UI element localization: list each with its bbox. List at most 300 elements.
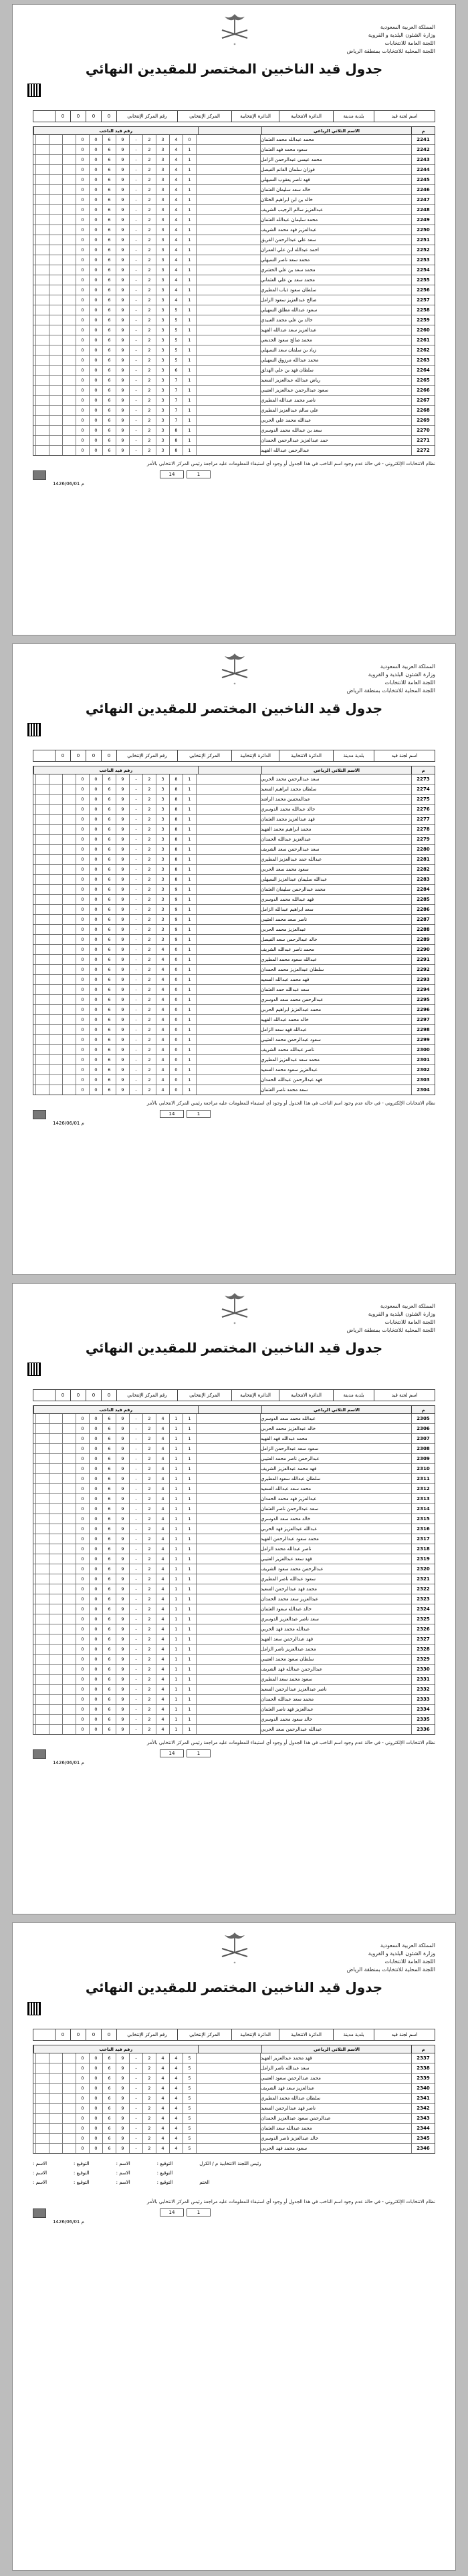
- table-row: [33, 235, 435, 245]
- reg-digit: 4: [156, 1474, 169, 1483]
- reg-digit: 2: [142, 1534, 156, 1544]
- reg-digit-empty: [62, 815, 76, 824]
- reg-digit-empty: [49, 1065, 62, 1075]
- reg-digit: 5: [183, 2073, 196, 2083]
- reg-digit: -: [129, 945, 142, 954]
- reg-digit: 0: [89, 915, 102, 924]
- reg-digit: 0: [76, 935, 89, 944]
- reg-digit: 9: [116, 774, 129, 784]
- reg-digit: 0: [76, 1444, 89, 1453]
- reg-digit-empty: [62, 1695, 76, 1704]
- reg-digit: 9: [116, 995, 129, 1004]
- table-row: [33, 446, 435, 455]
- reg-digit-empty: [62, 784, 76, 794]
- reg-digit: -: [129, 925, 142, 934]
- blank-cell: [196, 965, 260, 974]
- reg-digit: 0: [76, 225, 89, 235]
- reg-digit: 0: [76, 845, 89, 854]
- table-row: [33, 1414, 435, 1424]
- reg-digit-empty: [49, 1725, 62, 1734]
- header-gap: [198, 1406, 261, 1413]
- reg-digit: 6: [102, 1624, 116, 1634]
- row-number: 2321: [411, 1574, 435, 1584]
- reg-digit: 0: [89, 355, 102, 365]
- voter-name: سلطان عبدالله سعود المطيري: [260, 1474, 411, 1483]
- header-line3: اللجنة العامة للانتخابات: [384, 1959, 435, 1965]
- reg-digit: 6: [102, 805, 116, 814]
- reg-digit: 3: [156, 155, 169, 164]
- reg-digit-empty: [49, 275, 62, 285]
- reg-digit: -: [129, 845, 142, 854]
- blank-cell: [196, 1715, 260, 1724]
- reg-digit: 0: [89, 1504, 102, 1514]
- info-cell: المركز الإنتخابي: [177, 750, 231, 761]
- reg-digit-empty: [62, 225, 76, 235]
- row-number: 2269: [411, 416, 435, 425]
- reg-digit-empty: [49, 2144, 62, 2153]
- table-row: [33, 1085, 435, 1095]
- reg-digit: 6: [102, 235, 116, 245]
- reg-digit: 1: [183, 255, 196, 265]
- blank-cell: [196, 1634, 260, 1644]
- blank-cell: [196, 1484, 260, 1493]
- reg-digit: 0: [76, 255, 89, 265]
- reg-digit: 6: [102, 1085, 116, 1095]
- reg-digit-empty: [35, 845, 49, 854]
- reg-digit: 0: [76, 1665, 89, 1674]
- info-cell: 0: [101, 2029, 116, 2040]
- reg-digit: 6: [102, 1494, 116, 1504]
- table-row: [33, 975, 435, 985]
- reg-digit: 4: [156, 2053, 169, 2063]
- reg-digit: 0: [89, 1484, 102, 1493]
- reg-digit: 6: [102, 386, 116, 395]
- reg-digit: 4: [169, 205, 183, 214]
- info-cell: 0: [86, 2029, 101, 2040]
- voters-table: [33, 766, 435, 1095]
- voter-name: سعود عبدالرحمن محمد العتيبي: [260, 1035, 411, 1044]
- reg-digit: 0: [89, 1454, 102, 1463]
- signature-label: الاسم :: [116, 2170, 130, 2176]
- reg-digit-empty: [49, 1594, 62, 1604]
- reg-digit: 1: [183, 1534, 196, 1544]
- reg-digit: 0: [76, 1644, 89, 1654]
- reg-digit: 4: [156, 1454, 169, 1463]
- reg-digit: 0: [76, 855, 89, 864]
- reg-digit: 2: [142, 1414, 156, 1423]
- reg-digit: -: [129, 2094, 142, 2103]
- reg-digit: 1: [183, 784, 196, 794]
- reg-digit: 9: [116, 446, 129, 455]
- table-row: [33, 1624, 435, 1634]
- reg-digit: 6: [102, 1065, 116, 1075]
- reg-digit-empty: [49, 185, 62, 194]
- reg-digit: -: [129, 1514, 142, 1524]
- voter-name: محمد سعد عبدالله السعيد: [260, 1484, 411, 1493]
- reg-digit: 9: [116, 165, 129, 174]
- row-number: 2305: [411, 1414, 435, 1423]
- reg-digit: 2: [142, 406, 156, 415]
- reg-digit: 1: [183, 835, 196, 844]
- reg-digit: 1: [183, 1444, 196, 1453]
- reg-digit: 9: [116, 1574, 129, 1584]
- table-row: [33, 1025, 435, 1035]
- reg-digit: 8: [169, 855, 183, 864]
- reg-digit: 8: [169, 875, 183, 884]
- reg-digit: 7: [169, 406, 183, 415]
- page-counter: [160, 1749, 211, 1757]
- reg-digit-empty: [62, 865, 76, 874]
- reg-digit: 3: [156, 825, 169, 834]
- row-number: 2334: [411, 1705, 435, 1714]
- reg-digit-empty: [62, 366, 76, 375]
- reg-digit: 1: [183, 1055, 196, 1064]
- reg-digit: 0: [89, 895, 102, 904]
- reg-digit-empty: [62, 155, 76, 164]
- info-cell: المركز الإنتخابي: [177, 1390, 231, 1401]
- blank-cell: [196, 845, 260, 854]
- signature-label: التوقيع :: [156, 2161, 173, 2166]
- reg-digit: 4: [156, 1504, 169, 1514]
- table-row: [33, 1454, 435, 1464]
- table-row: [33, 815, 435, 825]
- reg-digit: 0: [89, 1025, 102, 1034]
- signature-label: الختم: [199, 2180, 210, 2185]
- reg-digit: 4: [156, 1434, 169, 1443]
- reg-digit: 6: [102, 285, 116, 295]
- report-page: [12, 643, 456, 1275]
- reg-digit: 1: [183, 845, 196, 854]
- info-cell: الدائرة الإنتخابية: [231, 750, 279, 761]
- info-cell: الدائرة الانتخابية: [279, 2029, 333, 2040]
- info-cell: اسم لجنة قيد: [374, 1390, 435, 1401]
- reg-digit: 3: [156, 135, 169, 144]
- reg-digit: 2: [142, 1634, 156, 1644]
- row-number: 2296: [411, 1005, 435, 1014]
- reg-digit-empty: [49, 245, 62, 255]
- reg-digit: 6: [102, 165, 116, 174]
- voter-name: فوزان سلمان الغانم الفيصل: [260, 165, 411, 174]
- reg-digit: 4: [169, 145, 183, 154]
- reg-digit: 2: [142, 1065, 156, 1075]
- reg-digit: -: [129, 885, 142, 894]
- reg-digit: 1: [183, 805, 196, 814]
- reg-digit: 2: [142, 1554, 156, 1564]
- reg-digit: 1: [183, 1624, 196, 1634]
- reg-digit: 1: [183, 1035, 196, 1044]
- reg-digit: 1: [169, 1584, 183, 1594]
- reg-digit: 0: [76, 416, 89, 425]
- reg-digit: 9: [116, 2084, 129, 2093]
- reg-digit: 0: [89, 1554, 102, 1564]
- header-line1: المملكة العربية السعودية: [380, 664, 435, 670]
- table-row: [33, 1695, 435, 1705]
- row-number: 2333: [411, 1695, 435, 1704]
- row-number: 2278: [411, 825, 435, 834]
- reg-digit: 0: [76, 195, 89, 204]
- reg-digit: 0: [76, 175, 89, 184]
- reg-digit-empty: [62, 905, 76, 914]
- blank-cell: [196, 245, 260, 255]
- reg-digit: 2: [142, 265, 156, 275]
- reg-digit: 9: [116, 1065, 129, 1075]
- reg-digit: 9: [116, 406, 129, 415]
- reg-digit-empty: [62, 1015, 76, 1024]
- blank-cell: [196, 345, 260, 355]
- reg-digit: 0: [76, 1675, 89, 1684]
- page-title: جدول قيد الناخبين المختصر للمقيدين النهائي: [85, 1340, 383, 1356]
- voter-name: محمد سعد بن علي الحشري: [260, 265, 411, 275]
- voter-name: احمد عبدالله ابن علي العمران: [260, 245, 411, 255]
- reg-digit: 0: [76, 1494, 89, 1504]
- reg-digit: 0: [76, 2053, 89, 2063]
- reg-digit-empty: [49, 1494, 62, 1504]
- reg-digit: 0: [89, 875, 102, 884]
- reg-digit: 0: [89, 255, 102, 265]
- reg-digit: 9: [116, 815, 129, 824]
- table-row: [33, 1424, 435, 1434]
- reg-digit-empty: [35, 1514, 49, 1524]
- reg-digit: 2: [142, 815, 156, 824]
- reg-digit: 0: [76, 1005, 89, 1014]
- reg-digit-empty: [35, 235, 49, 245]
- reg-digit: 1: [183, 885, 196, 894]
- info-cell: 0: [86, 1390, 101, 1401]
- reg-digit: 0: [89, 945, 102, 954]
- blank-cell: [196, 2084, 260, 2093]
- reg-digit-empty: [49, 1035, 62, 1044]
- row-number: 2242: [411, 145, 435, 154]
- row-number: 2315: [411, 1514, 435, 1524]
- reg-digit: 3: [156, 165, 169, 174]
- reg-digit-empty: [62, 1045, 76, 1054]
- reg-digit: -: [129, 935, 142, 944]
- reg-digit: 1: [183, 1065, 196, 1075]
- table-row: [33, 1005, 435, 1015]
- reg-digit: 6: [102, 1524, 116, 1534]
- reg-digit: 6: [102, 2084, 116, 2093]
- reg-digit: 2: [142, 985, 156, 994]
- blank-cell: [196, 1454, 260, 1463]
- reg-digit: -: [129, 1594, 142, 1604]
- page-header: [13, 5, 455, 98]
- reg-digit: 1: [169, 1494, 183, 1504]
- reg-digit: 0: [76, 1045, 89, 1054]
- reg-digit: 0: [89, 1644, 102, 1654]
- reg-digit: 9: [116, 825, 129, 834]
- reg-digit: -: [129, 1634, 142, 1644]
- reg-digit: 0: [89, 1055, 102, 1064]
- reg-digit: 7: [169, 376, 183, 385]
- reg-digit: 1: [183, 955, 196, 964]
- reg-digit: -: [129, 2114, 142, 2123]
- reg-digit-empty: [62, 1624, 76, 1634]
- reg-digit: -: [129, 1725, 142, 1734]
- reg-digit: 1: [183, 1484, 196, 1493]
- blank-cell: [196, 1075, 260, 1085]
- reg-digit: 0: [169, 1045, 183, 1054]
- reg-digit: 6: [102, 1025, 116, 1034]
- reg-digit: 4: [156, 1005, 169, 1014]
- voter-name: عبدالعزيز سعد عبدالله الفهيد: [260, 325, 411, 335]
- voter-name: رياض عبدالله عبدالعزيز السعيد: [260, 376, 411, 385]
- table-row: [33, 1534, 435, 1544]
- reg-digit-empty: [62, 426, 76, 435]
- reg-digit-empty: [35, 985, 49, 994]
- reg-digit: 1: [183, 335, 196, 345]
- reg-digit-empty: [35, 1464, 49, 1473]
- reg-digit: 0: [89, 1065, 102, 1075]
- print-date: 1426/06/01 م: [53, 481, 84, 486]
- reg-digit-empty: [35, 1675, 49, 1684]
- reg-digit: 2: [142, 1594, 156, 1604]
- table-row: [33, 1055, 435, 1065]
- reg-digit: 2: [142, 436, 156, 445]
- reg-digit-empty: [49, 265, 62, 275]
- page-total: 14: [160, 470, 184, 478]
- barcode-icon: [27, 84, 41, 97]
- blank-cell: [196, 795, 260, 804]
- reg-digit: 3: [156, 855, 169, 864]
- reg-digit: 6: [102, 835, 116, 844]
- reg-digit: 3: [156, 285, 169, 295]
- reg-digit: 9: [116, 2144, 129, 2153]
- reg-digit: 9: [116, 366, 129, 375]
- reg-digit: 2: [142, 295, 156, 305]
- row-number: 2313: [411, 1494, 435, 1504]
- reg-digit: 2: [142, 1715, 156, 1724]
- reg-digit-empty: [62, 2084, 76, 2093]
- reg-digit-empty: [62, 1705, 76, 1714]
- reg-digit-empty: [35, 295, 49, 305]
- row-number: 2249: [411, 215, 435, 225]
- reg-digit: -: [129, 1604, 142, 1614]
- reg-digit: 0: [89, 1424, 102, 1433]
- reg-digit-empty: [49, 436, 62, 445]
- reg-digit: 2: [142, 2124, 156, 2133]
- row-number: 2284: [411, 885, 435, 894]
- reg-digit: 4: [169, 275, 183, 285]
- table-row: [33, 1474, 435, 1484]
- reg-digit: 4: [156, 1614, 169, 1624]
- reg-digit: 6: [102, 345, 116, 355]
- reg-digit-empty: [62, 805, 76, 814]
- reg-digit: 6: [102, 845, 116, 854]
- reg-digit-empty: [35, 975, 49, 984]
- reg-digit: 6: [102, 1444, 116, 1453]
- reg-digit-empty: [35, 1524, 49, 1534]
- reg-digit: 4: [156, 1065, 169, 1075]
- reg-digit: -: [129, 1424, 142, 1433]
- reg-digit-empty: [62, 1424, 76, 1433]
- blank-cell: [196, 325, 260, 335]
- reg-digit: -: [129, 335, 142, 345]
- reg-digit: 9: [116, 1494, 129, 1504]
- reg-digit: 0: [76, 436, 89, 445]
- reg-digit: 2: [142, 396, 156, 405]
- reg-digit-empty: [49, 1634, 62, 1644]
- reg-digit: -: [129, 2084, 142, 2093]
- reg-digit-empty: [49, 396, 62, 405]
- table-row: [33, 345, 435, 355]
- reg-digit-empty: [62, 1524, 76, 1534]
- reg-digit-empty: [62, 165, 76, 174]
- reg-digit: 1: [183, 945, 196, 954]
- reg-digit: 1: [183, 1685, 196, 1694]
- blank-cell: [196, 2073, 260, 2083]
- reg-digit-empty: [62, 376, 76, 385]
- reg-digit: 6: [102, 2053, 116, 2063]
- reg-digit: 6: [102, 1564, 116, 1574]
- header-line1: المملكة العربية السعودية: [380, 1303, 435, 1309]
- reg-digit: 0: [89, 1464, 102, 1473]
- row-number: 2302: [411, 1065, 435, 1075]
- reg-digit: 9: [116, 335, 129, 345]
- stamp-icon: [33, 1749, 46, 1759]
- blank-cell: [196, 1045, 260, 1054]
- reg-digit: 0: [89, 265, 102, 275]
- reg-digit-empty: [62, 1584, 76, 1594]
- reg-digit: 1: [183, 185, 196, 194]
- reg-digit: 6: [102, 1045, 116, 1054]
- reg-digit-empty: [49, 955, 62, 964]
- reg-digit-empty: [49, 1604, 62, 1614]
- reg-digit: -: [129, 1454, 142, 1463]
- table-row: [33, 135, 435, 145]
- voter-name: عبدالرحمن محمد سعد الدوسري: [260, 995, 411, 1004]
- row-number: 2295: [411, 995, 435, 1004]
- reg-digit: 3: [156, 225, 169, 235]
- table-row: [33, 165, 435, 175]
- reg-digit: 6: [102, 945, 116, 954]
- reg-digit-empty: [49, 855, 62, 864]
- reg-digit: 9: [116, 795, 129, 804]
- table-row: [33, 1504, 435, 1514]
- reg-digit: 6: [102, 1035, 116, 1044]
- reg-digit: 0: [76, 1454, 89, 1463]
- reg-digit: -: [129, 1444, 142, 1453]
- svg-text:*: *: [233, 43, 236, 47]
- reg-digit-empty: [62, 885, 76, 894]
- blank-cell: [196, 825, 260, 834]
- reg-digit: 1: [183, 1075, 196, 1085]
- reg-digit-empty: [35, 1474, 49, 1483]
- info-cell: الدائرة الانتخابية: [279, 750, 333, 761]
- reg-digit-empty: [35, 426, 49, 435]
- reg-digit: 6: [102, 406, 116, 415]
- reg-digit: 1: [169, 1604, 183, 1614]
- reg-digit: 4: [156, 1604, 169, 1614]
- blank-cell: [196, 386, 260, 395]
- reg-digit: 2: [142, 1474, 156, 1483]
- blank-cell: [196, 995, 260, 1004]
- info-cell: 0: [70, 750, 86, 761]
- voter-name: عبدالعزيز سعد فهد الشريف: [260, 2084, 411, 2093]
- reg-digit: 1: [183, 285, 196, 295]
- voter-name: سعود عبدالرحمن عبدالعزيز العتيبي: [260, 386, 411, 395]
- table-row: [33, 1715, 435, 1725]
- reg-digit: 5: [183, 2104, 196, 2113]
- info-cell: بلدية مدينة: [333, 1390, 374, 1401]
- reg-digit: 0: [76, 1534, 89, 1544]
- reg-digit: 9: [116, 1434, 129, 1443]
- info-cell: 0: [101, 1390, 116, 1401]
- row-number: 2243: [411, 155, 435, 164]
- reg-digit-empty: [35, 215, 49, 225]
- reg-digit: 0: [89, 1514, 102, 1524]
- reg-digit: 1: [183, 965, 196, 974]
- reg-digit: 3: [156, 905, 169, 914]
